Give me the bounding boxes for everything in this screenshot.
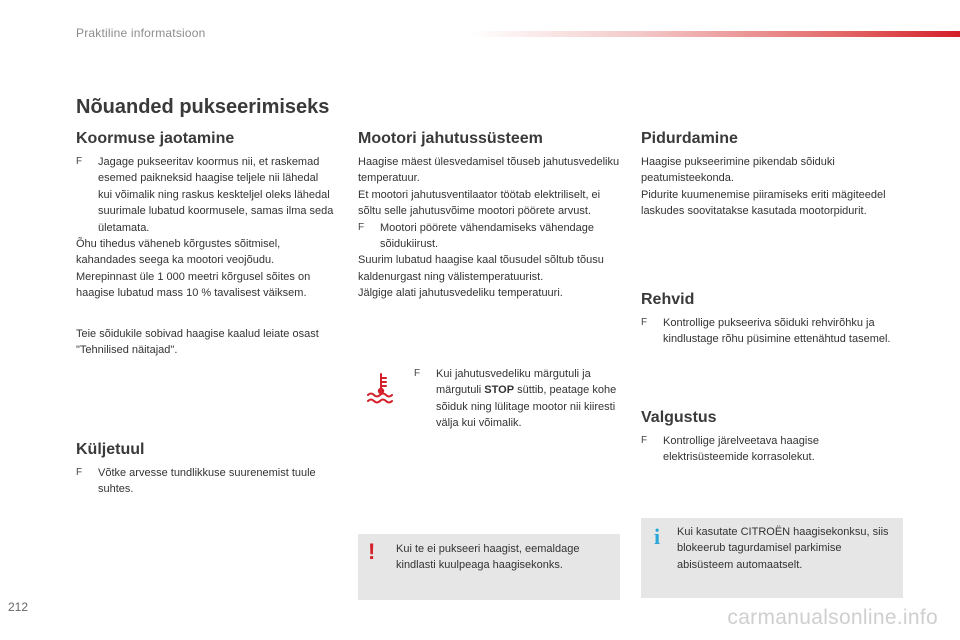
- bullet-marker: F: [76, 467, 83, 478]
- coolant-warning-bullet: [414, 366, 622, 432]
- load-bullet-text: Jagage pukseeritav koormus nii, et raskemad esemed paikneksid haagise teljele nii lähedal kui võimalik ning raskus keskteljel oleks lähedal suurimale lubatud koormusele, samas ilma seda ületamata.: [98, 156, 334, 234]
- bullet-marker: F: [358, 221, 365, 233]
- header-accent-bar: [470, 31, 960, 37]
- towbar-note-box: [358, 534, 620, 600]
- crosswind-bullet: [76, 465, 334, 498]
- lights-text-block: [641, 433, 903, 466]
- coolant-temperature-warning-icon: [364, 372, 398, 404]
- load-paragraph-2: Teie sõidukile sobivad haagise kaalud leiate osast "Tehnilised näitajad".: [76, 328, 319, 357]
- citroen-info-box: [641, 518, 903, 598]
- brakes-paragraph-1: Haagise pukseerimine pikendab sõiduki peatumisteekonda.: [641, 156, 835, 185]
- info-icon: i: [654, 524, 661, 549]
- coolant-warning-text-b: süttib, peatage kohe sõiduk ning lülitage mootor nii kiiresti välja kui võimalik.: [436, 384, 617, 430]
- bullet-marker: F: [641, 317, 648, 328]
- tyres-text-block: [641, 315, 903, 348]
- cooling-paragraph-4: Jälgige alati jahutusvedeliku temperatuuri.: [358, 287, 563, 300]
- section-title-tyres: Rehvid: [641, 291, 695, 308]
- load-bullet: [76, 154, 334, 236]
- bullet-marker: F: [414, 368, 421, 379]
- cooling-text-block: [358, 154, 624, 302]
- cooling-paragraph-2: Et mootori jahutusventilaator töötab elektriliselt, ei sõltu selle jahutusvõime mootori pöörete arvust.: [358, 188, 601, 218]
- brakes-paragraph-2: Pidurite kuumenemise piiramiseks eriti mägiteedel laskudes soovitatakse kasutada mootorpidurit.: [641, 188, 886, 218]
- watermark: carmanualsonline.info: [727, 606, 938, 629]
- lights-bullet: [641, 433, 903, 466]
- stop-label: STOP: [484, 384, 515, 397]
- page-title: Nõuanded pukseerimiseks: [76, 96, 330, 118]
- running-header: Praktiline informatsioon: [76, 26, 206, 40]
- load-paragraph: Õhu tihedus väheneb kõrgustes sõitmisel, kahandades seega ka mootori veojõudu. Merepinnast üle 1 000 meetri kõrgusel sõites on haagise lubatud mass 10 % tavalisest väiksem.: [76, 238, 311, 300]
- section-title-brakes: Pidurdamine: [641, 130, 738, 147]
- coolant-warning-text-a: Kui jahutusvedeliku märgutuli ja märgutuli: [436, 368, 591, 397]
- lights-bullet-text: Kontrollige järelveetava haagise elektrisüsteemide korrasolekut.: [663, 435, 819, 464]
- cooling-paragraph-3: Suurim lubatud haagise kaal tõusudel sõltub tõusu kaldenurgast ning välistemperatuurist.: [358, 254, 604, 283]
- section-title-load: Koormuse jaotamine: [76, 130, 235, 147]
- load-text-block: [76, 154, 334, 302]
- cooling-paragraph-1: Haagise mäest ülesvedamisel tõuseb jahutusvedeliku temperatuur.: [358, 156, 620, 185]
- crosswind-bullet-text: Võtke arvesse tundlikkuse suurenemist tuule suhtes.: [98, 467, 316, 496]
- section-title-cooling: Mootori jahutussüsteem: [358, 130, 543, 147]
- exclamation-warning-icon: !: [368, 539, 376, 564]
- coolant-warning-text-block: [414, 366, 622, 432]
- section-title-crosswind: Küljetuul: [76, 441, 145, 458]
- towbar-note-text: Kui te ei pukseeri haagist, eemaldage kindlasti kuulpeaga haagisekonks.: [396, 543, 580, 572]
- section-title-lights: Valgustus: [641, 409, 717, 426]
- citroen-info-text: Kui kasutate CITROËN haagisekonksu, siis blokeerub tagurdamisel parkimise abisüsteem automaatselt.: [677, 526, 889, 571]
- cooling-bullet: [358, 220, 624, 253]
- crosswind-text-block: [76, 465, 334, 498]
- brakes-text-block: [641, 154, 903, 220]
- bullet-marker: F: [641, 435, 648, 446]
- bullet-marker: F: [76, 156, 83, 167]
- tyres-bullet-text: Kontrollige pukseeriva sõiduki rehvirõhku ja kindlustage rõhu püsimine ettenähtud tasemel.: [663, 317, 891, 346]
- tyres-bullet: [641, 315, 903, 348]
- page-number: 212: [8, 600, 29, 614]
- cooling-bullet-text: Mootori pöörete vähendamiseks vähendage sõidukiirust.: [380, 221, 595, 251]
